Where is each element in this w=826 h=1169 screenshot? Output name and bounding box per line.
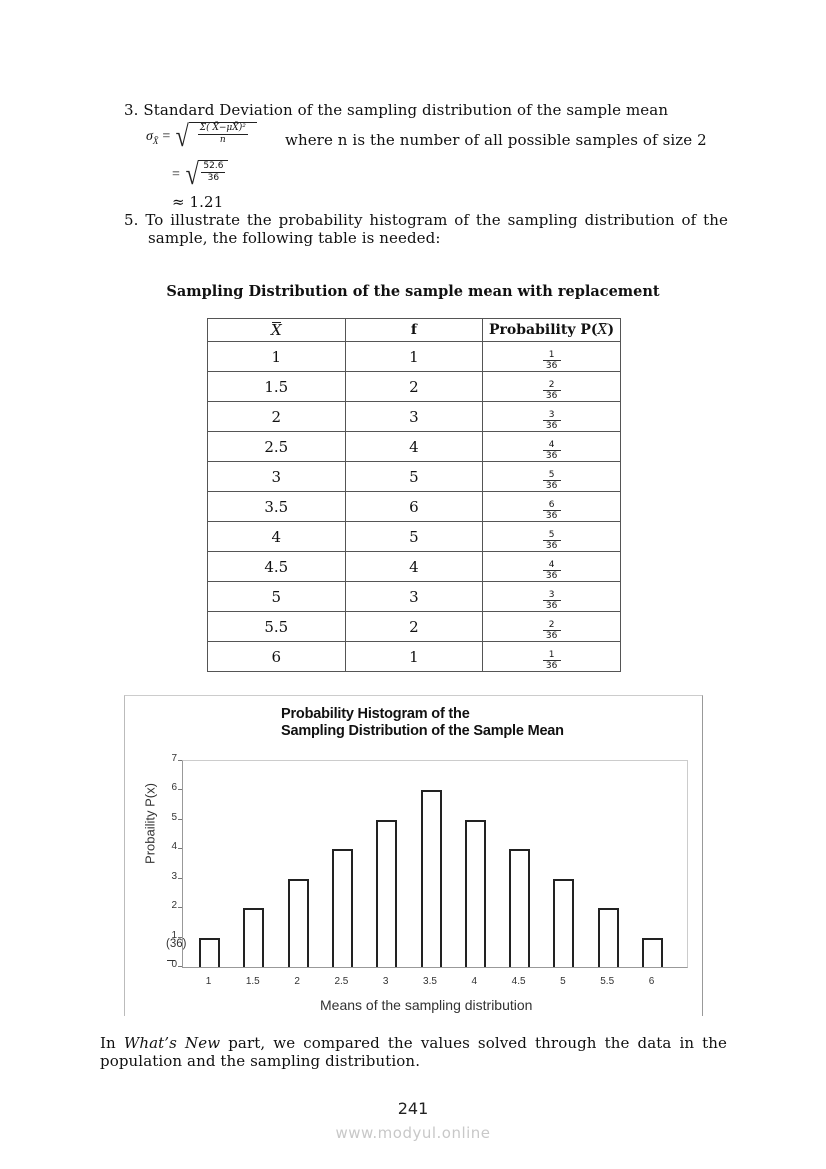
section-5-line2: sample, the following table is needed: — [148, 229, 441, 247]
closing-line1: In What’s New part, we compared the values solved through the data in the — [100, 1034, 728, 1052]
probability-fraction: $\frac{3}{36}$ — [543, 410, 561, 431]
table-row: 2 3 $\frac{3}{36}$ — [208, 402, 621, 432]
sigma-xbar-symbol: $\sigma_{X̄}$ — [146, 128, 159, 146]
whats-new-reference: What’s New — [123, 1034, 221, 1052]
x-tick-label: 3 — [382, 976, 389, 987]
sqrt-expression — [184, 160, 229, 190]
histogram-bar — [642, 938, 663, 967]
table-row: 1 1 $\frac{1}{36}$ — [208, 342, 621, 372]
histogram-bar — [332, 849, 353, 967]
y-axis-unit-note: (36) — [166, 938, 187, 950]
std-dev-result: ≈ 1.21 — [172, 193, 224, 211]
y-axis-label: Probaility P(x) — [142, 783, 158, 864]
table-row: 2.5 4 $\frac{4}{36}$ — [208, 432, 621, 462]
histogram-bar — [199, 938, 220, 967]
equals-sign: = — [162, 129, 171, 144]
std-dev-formula — [146, 120, 257, 154]
probability-histogram — [124, 695, 703, 1016]
x-tick-label: 3.5 — [423, 976, 437, 987]
y-tick-label: 0 — [171, 959, 177, 970]
x-tick-label: 1.5 — [245, 976, 260, 987]
table-row: 4 5 $\frac{5}{36}$ — [208, 522, 621, 552]
y-tick-label: 4 — [171, 841, 177, 853]
x-tick-label: 4.5 — [511, 976, 526, 987]
section-3-heading: 3. Standard Deviation of the sampling distribution of the sample mean — [124, 101, 669, 119]
histogram-bar — [553, 879, 574, 967]
y-tick-label: 5 — [171, 811, 177, 823]
x-tick-label: 4 — [471, 976, 478, 987]
histogram-bar — [421, 790, 442, 967]
plot-area — [182, 760, 688, 968]
probability-fraction: $\frac{3}{36}$ — [543, 590, 561, 611]
x-axis-label: Means of the sampling distribution — [320, 997, 533, 1013]
histogram-bar — [243, 908, 264, 967]
probability-fraction: $\frac{4}{36}$ — [543, 560, 561, 581]
histogram-bar — [598, 908, 619, 967]
radical-icon: √ — [175, 120, 190, 153]
histogram-bar — [376, 820, 397, 967]
histogram-bar — [465, 820, 486, 967]
probability-fraction: $\frac{1}{36}$ — [543, 350, 561, 371]
y-tick-label: 6 — [171, 782, 177, 794]
probability-fraction: $\frac{1}{36}$ — [543, 650, 561, 671]
closing-line2: population and the sampling distribution. — [100, 1052, 421, 1070]
probability-fraction: $\frac{5}{36}$ — [543, 530, 561, 551]
equals-sign: = — [172, 167, 180, 182]
y-tick-label: 3 — [171, 870, 177, 882]
x-tick-label: 2.5 — [334, 976, 349, 987]
formula-numerator: Σ( X̄−μX̄)² — [199, 123, 246, 133]
probability-fraction: $\frac{5}{36}$ — [543, 470, 561, 491]
probability-fraction: $\frac{4}{36}$ — [543, 440, 561, 461]
y-tick-label: 7 — [171, 753, 177, 764]
table-row: 1.5 2 $\frac{2}{36}$ — [208, 372, 621, 402]
x-tick-label: 2 — [294, 976, 300, 987]
radical-icon: √ — [185, 158, 199, 191]
y-tick-label: 2 — [171, 900, 177, 912]
table-row: 6 1 $\frac{1}{36}$ — [208, 642, 621, 672]
x-tick-label: 5.5 — [600, 976, 615, 987]
histogram-bar — [509, 849, 530, 967]
chart-title: Probability Histogram of the Sampling Distribution of the Sample Mean — [281, 706, 564, 739]
table-row: 5.5 2 $\frac{2}{36}$ — [208, 612, 621, 642]
step2-numerator: 52.6 — [203, 161, 224, 171]
table-caption: Sampling Distribution of the sample mean with replacement — [166, 283, 660, 300]
x-tick-label: 1 — [205, 976, 212, 987]
sqrt-expression — [174, 122, 256, 152]
section-5-line1: 5. To illustrate the probability histogram of the sampling distribution of the — [124, 211, 728, 229]
header-probability: Probability P(X) — [483, 319, 621, 342]
histogram-bar — [288, 879, 309, 967]
header-frequency: f — [345, 319, 483, 342]
table-row: 3 5 $\frac{5}{36}$ — [208, 462, 621, 492]
table-header-row — [208, 319, 621, 342]
y-tick-label: 1 — [171, 929, 177, 941]
x-tick-label: 5 — [560, 976, 566, 987]
formula-denominator: n — [219, 135, 226, 145]
step2-denominator: 36 — [207, 173, 220, 183]
page-number: 241 — [397, 1099, 429, 1118]
x-tick-label: 6 — [648, 976, 655, 987]
watermark: www.modyul.online — [335, 1124, 491, 1142]
probability-fraction: $\frac{2}{36}$ — [543, 380, 561, 401]
where-clause: where n is the number of all possible samples of size 2 — [285, 131, 707, 149]
std-dev-step2 — [172, 158, 228, 192]
table-row: 3.5 6 $\frac{6}{36}$ — [208, 492, 621, 522]
sampling-distribution-table — [207, 318, 621, 672]
header-xbar: X — [208, 319, 346, 342]
probability-fraction: $\frac{6}{36}$ — [543, 500, 561, 521]
probability-fraction: $\frac{2}{36}$ — [543, 620, 561, 641]
table-row: 5 3 $\frac{3}{36}$ — [208, 582, 621, 612]
table-row: 4.5 4 $\frac{4}{36}$ — [208, 552, 621, 582]
